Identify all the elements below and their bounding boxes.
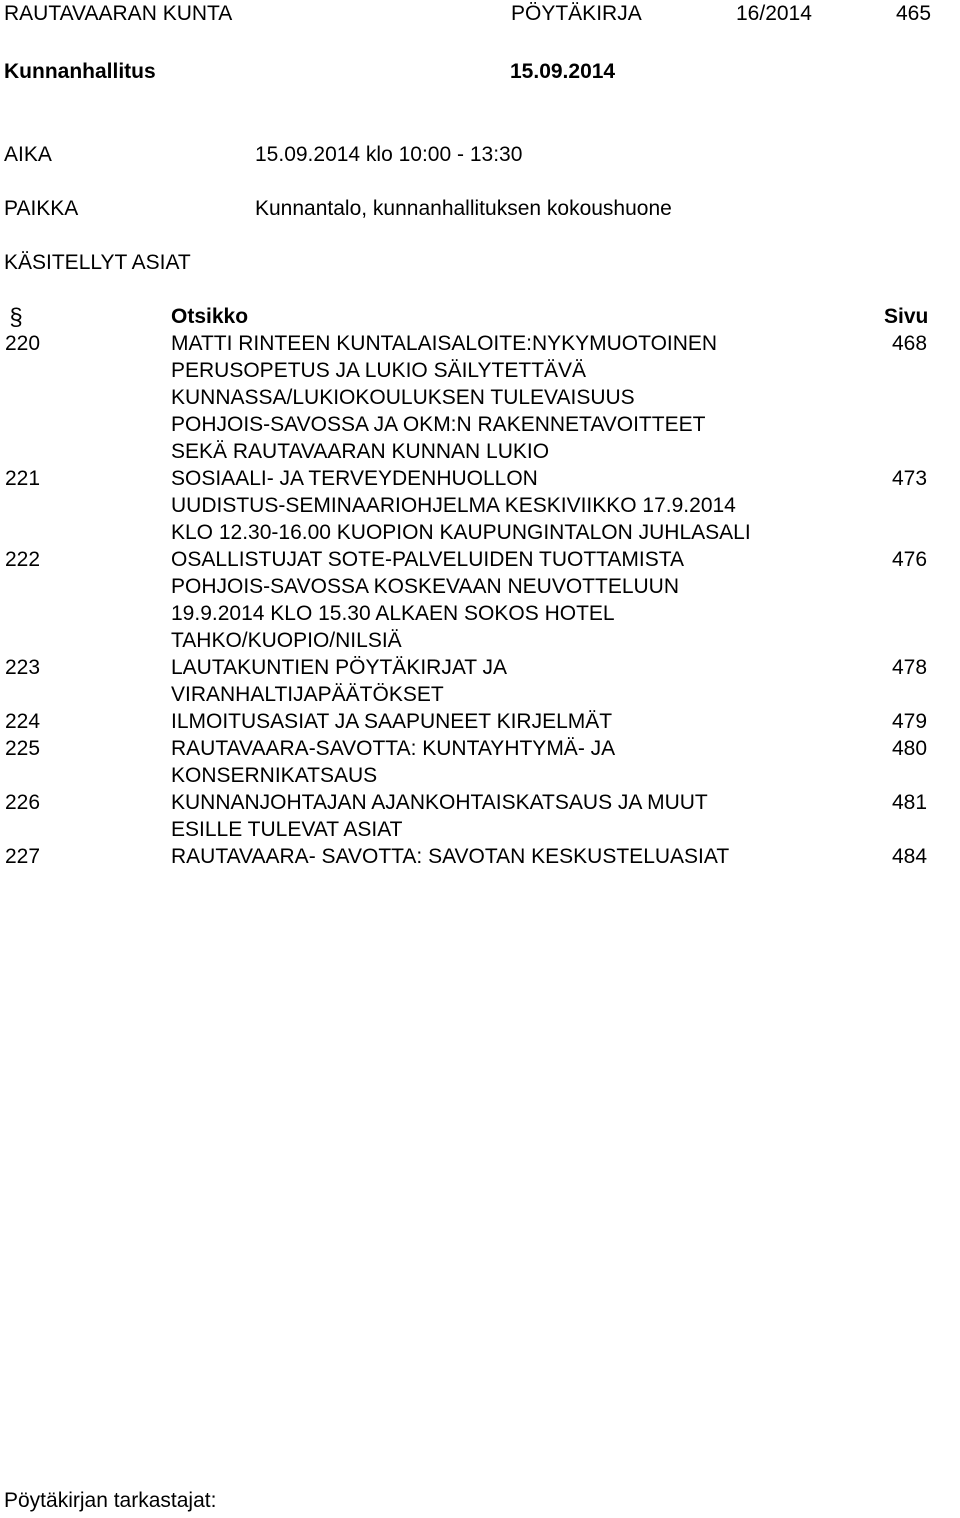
agenda-item <box>0 708 960 735</box>
column-title-header: Otsikko <box>171 305 249 328</box>
agenda-item-title: OSALLISTUJAT SOTE-PALVELUIDEN TUOTTAMISTA POHJOIS-SAVOSSA KOSKEVAAN NEUVOTTELUUN 19.9.2014 KLO 15.30 ALKAEN SOKOS HOTEL TAHKO/KUOPIO/NILSIÄ <box>171 548 685 652</box>
agenda-item-number: 220 <box>5 332 41 355</box>
agenda-item-number: 222 <box>5 548 41 571</box>
agenda-item-title: MATTI RINTEEN KUNTALAISALOITE:NYKYMUOTOINEN PERUSOPETUS JA LUKIO SÄILYTETTÄVÄ KUNNASSA/LUKIOKOULUKSEN TULEVAISUUS POHJOIS-SAVOSSA JA OKM:N RAKENNETAVOITTEET SEKÄ RAUTAVAARAN KUNNAN LUKIO <box>171 332 718 463</box>
agenda-item <box>0 465 960 546</box>
agenda-item-title: SOSIAALI- JA TERVEYDENHUOLLON UUDISTUS-SEMINAARIOHJELMA KESKIVIIKKO 17.9.2014 KLO 12.30-16.00 KUOPION KAUPUNGINTALON JUHLASALI <box>171 467 751 544</box>
agenda-item-number: 221 <box>5 467 41 490</box>
agenda-item-title: RAUTAVAARA- SAVOTTA: SAVOTAN KESKUSTELUASIAT <box>171 845 730 868</box>
agenda-item-number: 227 <box>5 845 41 868</box>
agenda-item-number: 223 <box>5 656 41 679</box>
agenda-item-page: 473 <box>892 467 928 490</box>
organization-name: RAUTAVAARAN KUNTA <box>4 2 233 25</box>
agenda-item <box>0 654 960 708</box>
agenda-rows <box>0 330 960 870</box>
section-title: KÄSITELLYT ASIAT <box>4 251 191 274</box>
agenda-table <box>0 303 960 870</box>
agenda-item-page: 480 <box>892 737 928 760</box>
agenda-item-page: 479 <box>892 710 928 733</box>
agenda-item-page: 481 <box>892 791 928 814</box>
agenda-item <box>0 546 960 654</box>
agenda-item-number: 224 <box>5 710 41 733</box>
place-label: PAIKKA <box>4 197 79 220</box>
agenda-item-page: 484 <box>892 845 928 868</box>
agenda-item-page: 476 <box>892 548 928 571</box>
agenda-item-title: RAUTAVAARA-SAVOTTA: KUNTAYHTYMÄ- JA KONSERNIKATSAUS <box>171 737 616 787</box>
agenda-item-number: 225 <box>5 737 41 760</box>
minutes-checkers-label: Pöytäkirjan tarkastajat: <box>4 1489 217 1512</box>
meeting-date: 15.09.2014 <box>510 60 616 83</box>
page-number: 465 <box>896 2 932 25</box>
agenda-item-page: 478 <box>892 656 928 679</box>
agenda-item-number: 226 <box>5 791 41 814</box>
section-sign-icon <box>7 305 25 329</box>
column-page-header: Sivu <box>884 305 929 328</box>
place-value: Kunnantalo, kunnanhallituksen kokoushuone <box>255 197 672 220</box>
svg-text:§: § <box>9 305 23 329</box>
agenda-item-title: ILMOITUSASIAT JA SAAPUNEET KIRJELMÄT <box>171 710 613 733</box>
time-value: 15.09.2014 klo 10:00 - 13:30 <box>255 143 523 166</box>
document-number: 16/2014 <box>736 2 812 25</box>
agenda-header-row <box>0 303 960 330</box>
agenda-item <box>0 330 960 465</box>
agenda-item <box>0 735 960 789</box>
agenda-item-title: LAUTAKUNTIEN PÖYTÄKIRJAT JA VIRANHALTIJAPÄÄTÖKSET <box>171 656 508 706</box>
agenda-item-page: 468 <box>892 332 928 355</box>
agenda-item-title: KUNNANJOHTAJAN AJANKOHTAISKATSAUS JA MUUT ESILLE TULEVAT ASIAT <box>171 791 708 841</box>
agenda-item <box>0 789 960 843</box>
agenda-item <box>0 843 960 870</box>
governing-body: Kunnanhallitus <box>4 60 156 83</box>
time-label: AIKA <box>4 143 52 166</box>
document-type: PÖYTÄKIRJA <box>511 2 642 25</box>
